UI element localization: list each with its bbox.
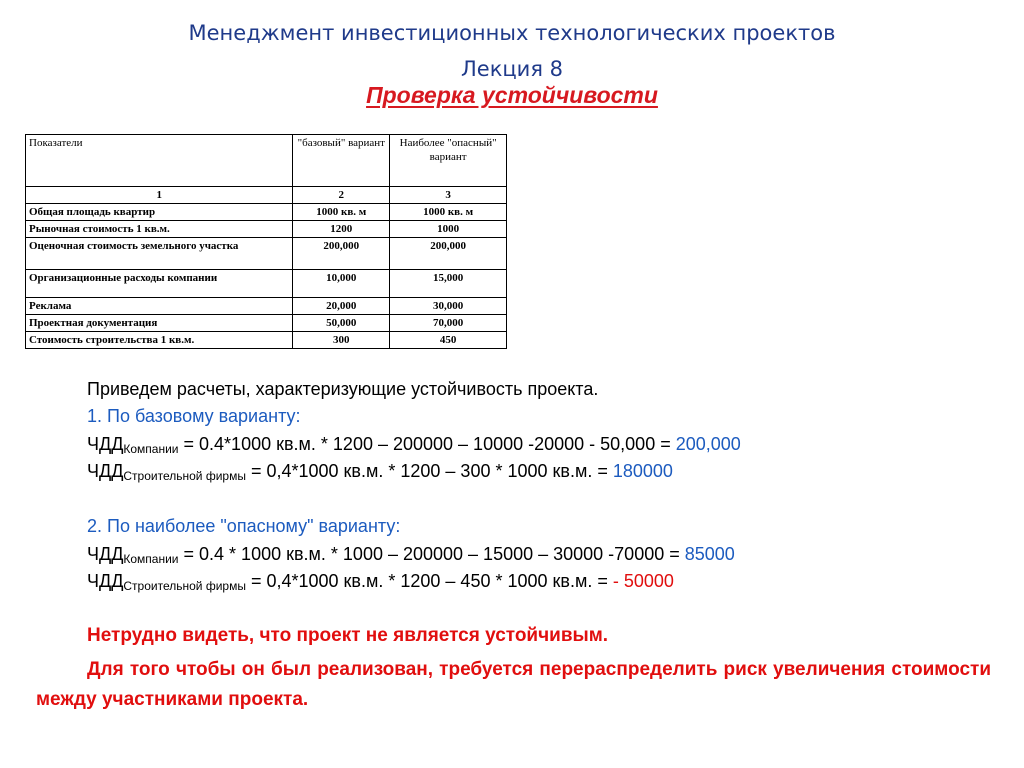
row-label: Организационные расходы компании <box>26 270 293 298</box>
danger-value: 15,000 <box>390 270 507 298</box>
conclusion-line-1: Нетрудно видеть, что проект не является устойчивым. <box>87 625 609 646</box>
calc-intro: Приведем расчеты, характеризующие устойчивость проекта. <box>87 379 599 399</box>
npv-subscript: Строительной фирмы <box>123 579 246 593</box>
row-label: Оценочная стоимость земельного участка <box>26 238 293 270</box>
npv-label: ЧДД <box>87 461 124 481</box>
table-row <box>26 270 507 298</box>
table-row <box>26 238 507 270</box>
row-label: Стоимость строительства 1 кв.м. <box>26 332 293 349</box>
danger-firm-line <box>87 570 674 597</box>
table-header-row <box>26 135 507 187</box>
result: 200,000 <box>675 434 741 454</box>
danger-value: 30,000 <box>390 298 507 315</box>
result: 180000 <box>612 461 673 481</box>
formula: = 0.4*1000 кв.м. * 1200 – 200000 – 10000 -20000 - 50,000 = <box>178 434 676 454</box>
row-label: Общая площадь квартир <box>26 204 293 221</box>
table-row <box>26 298 507 315</box>
table-row <box>26 315 507 332</box>
danger-value: 70,000 <box>390 315 507 332</box>
base-value: 20,000 <box>293 298 390 315</box>
danger-value: 200,000 <box>390 238 507 270</box>
base-variant-title: 1. По базовому варианту: <box>87 406 301 426</box>
row-label: Реклама <box>26 298 293 315</box>
npv-subscript: Компании <box>123 442 179 456</box>
base-value: 200,000 <box>293 238 390 270</box>
formula: = 0.4 * 1000 кв.м. * 1000 – 200000 – 15000 – 30000 -70000 = <box>178 544 685 564</box>
slide-heading: Проверка устойчивости <box>366 82 658 108</box>
danger-value: 450 <box>390 332 507 349</box>
base-value: 1000 кв. м <box>293 204 390 221</box>
base-firm-line <box>87 460 673 487</box>
lecture-label: Лекция 8 <box>460 57 563 81</box>
row-label: Проектная документация <box>26 315 293 332</box>
parameters-table <box>25 134 507 349</box>
formula: = 0,4*1000 кв.м. * 1200 – 300 * 1000 кв.м. = <box>245 461 613 481</box>
npv-label: ЧДД <box>87 544 124 564</box>
column-number: 1 <box>26 187 293 204</box>
base-company-line <box>87 433 741 460</box>
table-row <box>26 332 507 349</box>
base-value: 1200 <box>293 221 390 238</box>
npv-label: ЧДД <box>87 571 124 591</box>
danger-company-line <box>87 543 735 570</box>
course-title: Менеджмент инвестиционных технологических проектов <box>188 21 836 45</box>
npv-subscript: Компании <box>123 552 179 566</box>
conclusion-line-2: Для того чтобы он был реализован, требуется перераспределить риск увеличения стоимости между участниками проекта. <box>36 659 991 710</box>
base-value: 50,000 <box>293 315 390 332</box>
header-cell: Наиболее "опасный" вариант <box>390 135 507 187</box>
table-row <box>26 204 507 221</box>
column-number: 2 <box>293 187 390 204</box>
npv-label: ЧДД <box>87 434 124 454</box>
danger-value: 1000 <box>390 221 507 238</box>
row-label: Рыночная стоимость 1 кв.м. <box>26 221 293 238</box>
danger-variant-title: 2. По наиболее "опасному" варианту: <box>87 516 401 536</box>
npv-subscript: Строительной фирмы <box>123 469 246 483</box>
base-value: 10,000 <box>293 270 390 298</box>
header-cell: "базовый" вариант <box>293 135 390 187</box>
table-number-row <box>26 187 507 204</box>
result: 85000 <box>684 544 735 564</box>
header-cell: Показатели <box>26 135 293 187</box>
result: - 50000 <box>612 571 674 591</box>
base-value: 300 <box>293 332 390 349</box>
column-number: 3 <box>390 187 507 204</box>
table-row <box>26 221 507 238</box>
danger-value: 1000 кв. м <box>390 204 507 221</box>
formula: = 0,4*1000 кв.м. * 1200 – 450 * 1000 кв.м. = <box>245 571 613 591</box>
